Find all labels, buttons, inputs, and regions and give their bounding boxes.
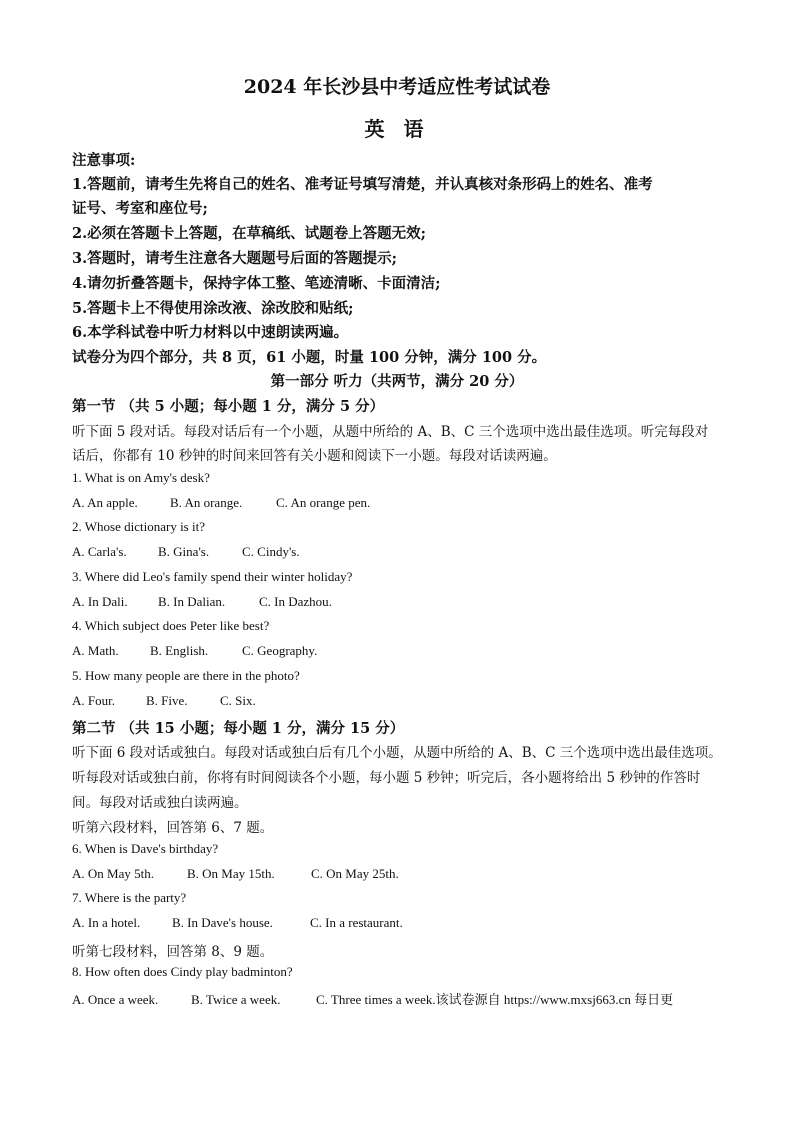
option-b: B. Gina's.: [158, 544, 210, 559]
option-c: C. Cindy's.: [242, 544, 300, 559]
section1-instructions-line1: 听下面 5 段对话。每段对话后有一个小题，从题中所给的 A、B、C 三个选项中选出最佳选项。听完每段对: [72, 424, 709, 440]
question-6: 6. When is Dave's birthday?: [72, 841, 219, 856]
option-b: B. Twice a week.: [191, 992, 281, 1007]
section1-heading: 第一节 （共 5 小题；每小题 1 分，满分 5 分）: [72, 398, 385, 415]
option-c: C. Three times a week.: [316, 992, 436, 1007]
option-c: C. On May 25th.: [311, 866, 399, 881]
option-a: A. An apple.: [72, 495, 138, 510]
question-1: 1. What is on Amy's desk?: [72, 470, 210, 485]
part1-heading: 第一部分 听力（共两节，满分 20 分）: [270, 373, 524, 390]
question-6-options: [72, 866, 399, 882]
option-b: B. An orange.: [170, 495, 243, 510]
option-b: B. In Dave's house.: [172, 915, 273, 930]
section2-instructions-line3: 间。每段对话或独白读两遍。: [72, 795, 248, 811]
question-5: 5. How many people are there in the photo?: [72, 668, 300, 683]
question-3: 3. Where did Leo's family spend their winter holiday?: [72, 569, 353, 584]
question-7-options: [72, 915, 403, 931]
notice-item-5: 5.答题卡上不得使用涂改液、涂改胶和贴纸;: [72, 300, 354, 317]
notice-item-1: 1.答题前，请考生先将自己的姓名、准考证号填写清楚，并认真核对条形码上的姓名、准考: [72, 176, 653, 193]
question-8-options: [72, 989, 673, 1008]
notice-item-6: 6.本学科试卷中听力材料以中速朗读两遍。: [72, 324, 349, 341]
option-a: A. Four.: [72, 693, 115, 708]
section2-heading: 第二节 （共 15 小题；每小题 1 分，满分 15 分）: [72, 720, 405, 737]
notice-heading: 注意事项:: [72, 152, 136, 169]
subject-title: 英 语: [364, 117, 430, 141]
question-4: 4. Which subject does Peter like best?: [72, 618, 270, 633]
source-watermark: 该试卷源自 https://www.mxsj663.cn 每日更: [435, 992, 674, 1007]
question-2-options: [72, 544, 300, 560]
option-a: A. In Dali.: [72, 594, 128, 609]
option-b: B. English.: [150, 643, 209, 658]
question-1-options: [72, 495, 370, 511]
notice-item-3: 3.答题时，请考生注意各大题题号后面的答题提示;: [72, 250, 397, 267]
option-a: A. Math.: [72, 643, 119, 658]
question-7: 7. Where is the party?: [72, 890, 187, 905]
material-7-prompt: 听第七段材料，回答第 8、9 题。: [72, 944, 274, 960]
option-a: A. Carla's.: [72, 544, 127, 559]
option-a: A. In a hotel.: [72, 915, 141, 930]
option-c: C. Six.: [220, 693, 256, 708]
notice-item-2: 2.必须在答题卡上答题，在草稿纸、试题卷上答题无效;: [72, 225, 426, 242]
question-8: 8. How often does Cindy play badminton?: [72, 964, 293, 979]
exam-title: 2024 年长沙县中考适应性考试试卷: [243, 76, 551, 98]
question-2: 2. Whose dictionary is it?: [72, 519, 205, 534]
option-b: B. In Dalian.: [158, 594, 226, 609]
option-b: B. Five.: [146, 693, 188, 708]
question-3-options: [72, 594, 332, 610]
section1-instructions-line2: 话后，你都有 10 秒钟的时间来回答有关小题和阅读下一小题。每段对话读两遍。: [72, 448, 557, 464]
notice-item-4: 4.请勿折叠答题卡，保持字体工整、笔迹清晰、卡面清洁;: [72, 275, 441, 292]
exam-summary: 试卷分为四个部分，共 8 页，61 小题，时量 100 分钟，满分 100 分。: [72, 349, 547, 366]
question-4-options: [72, 643, 317, 659]
section2-instructions-line1: 听下面 6 段对话或独白。每段对话或独白后有几个小题，从题中所给的 A、B、C 三个选项中选出最佳选项。: [72, 745, 722, 761]
option-c: C. In Dazhou.: [259, 594, 332, 609]
material-6-prompt: 听第六段材料，回答第 6、7 题。: [72, 820, 274, 836]
option-c: C. In a restaurant.: [310, 915, 403, 930]
section2-instructions-line2: 听每段对话或独白前，你将有时间阅读各个小题，每小题 5 秒钟；听完后，各小题将给出 5 秒钟的作答时: [72, 770, 701, 786]
option-c: C. An orange pen.: [276, 495, 371, 510]
option-a: A. Once a week.: [72, 992, 159, 1007]
option-c: C. Geography.: [242, 643, 318, 658]
question-5-options: [72, 693, 256, 709]
notice-item-1-cont: 证号、考室和座位号;: [72, 200, 208, 217]
option-a: A. On May 5th.: [72, 866, 154, 881]
option-b: B. On May 15th.: [187, 866, 275, 881]
